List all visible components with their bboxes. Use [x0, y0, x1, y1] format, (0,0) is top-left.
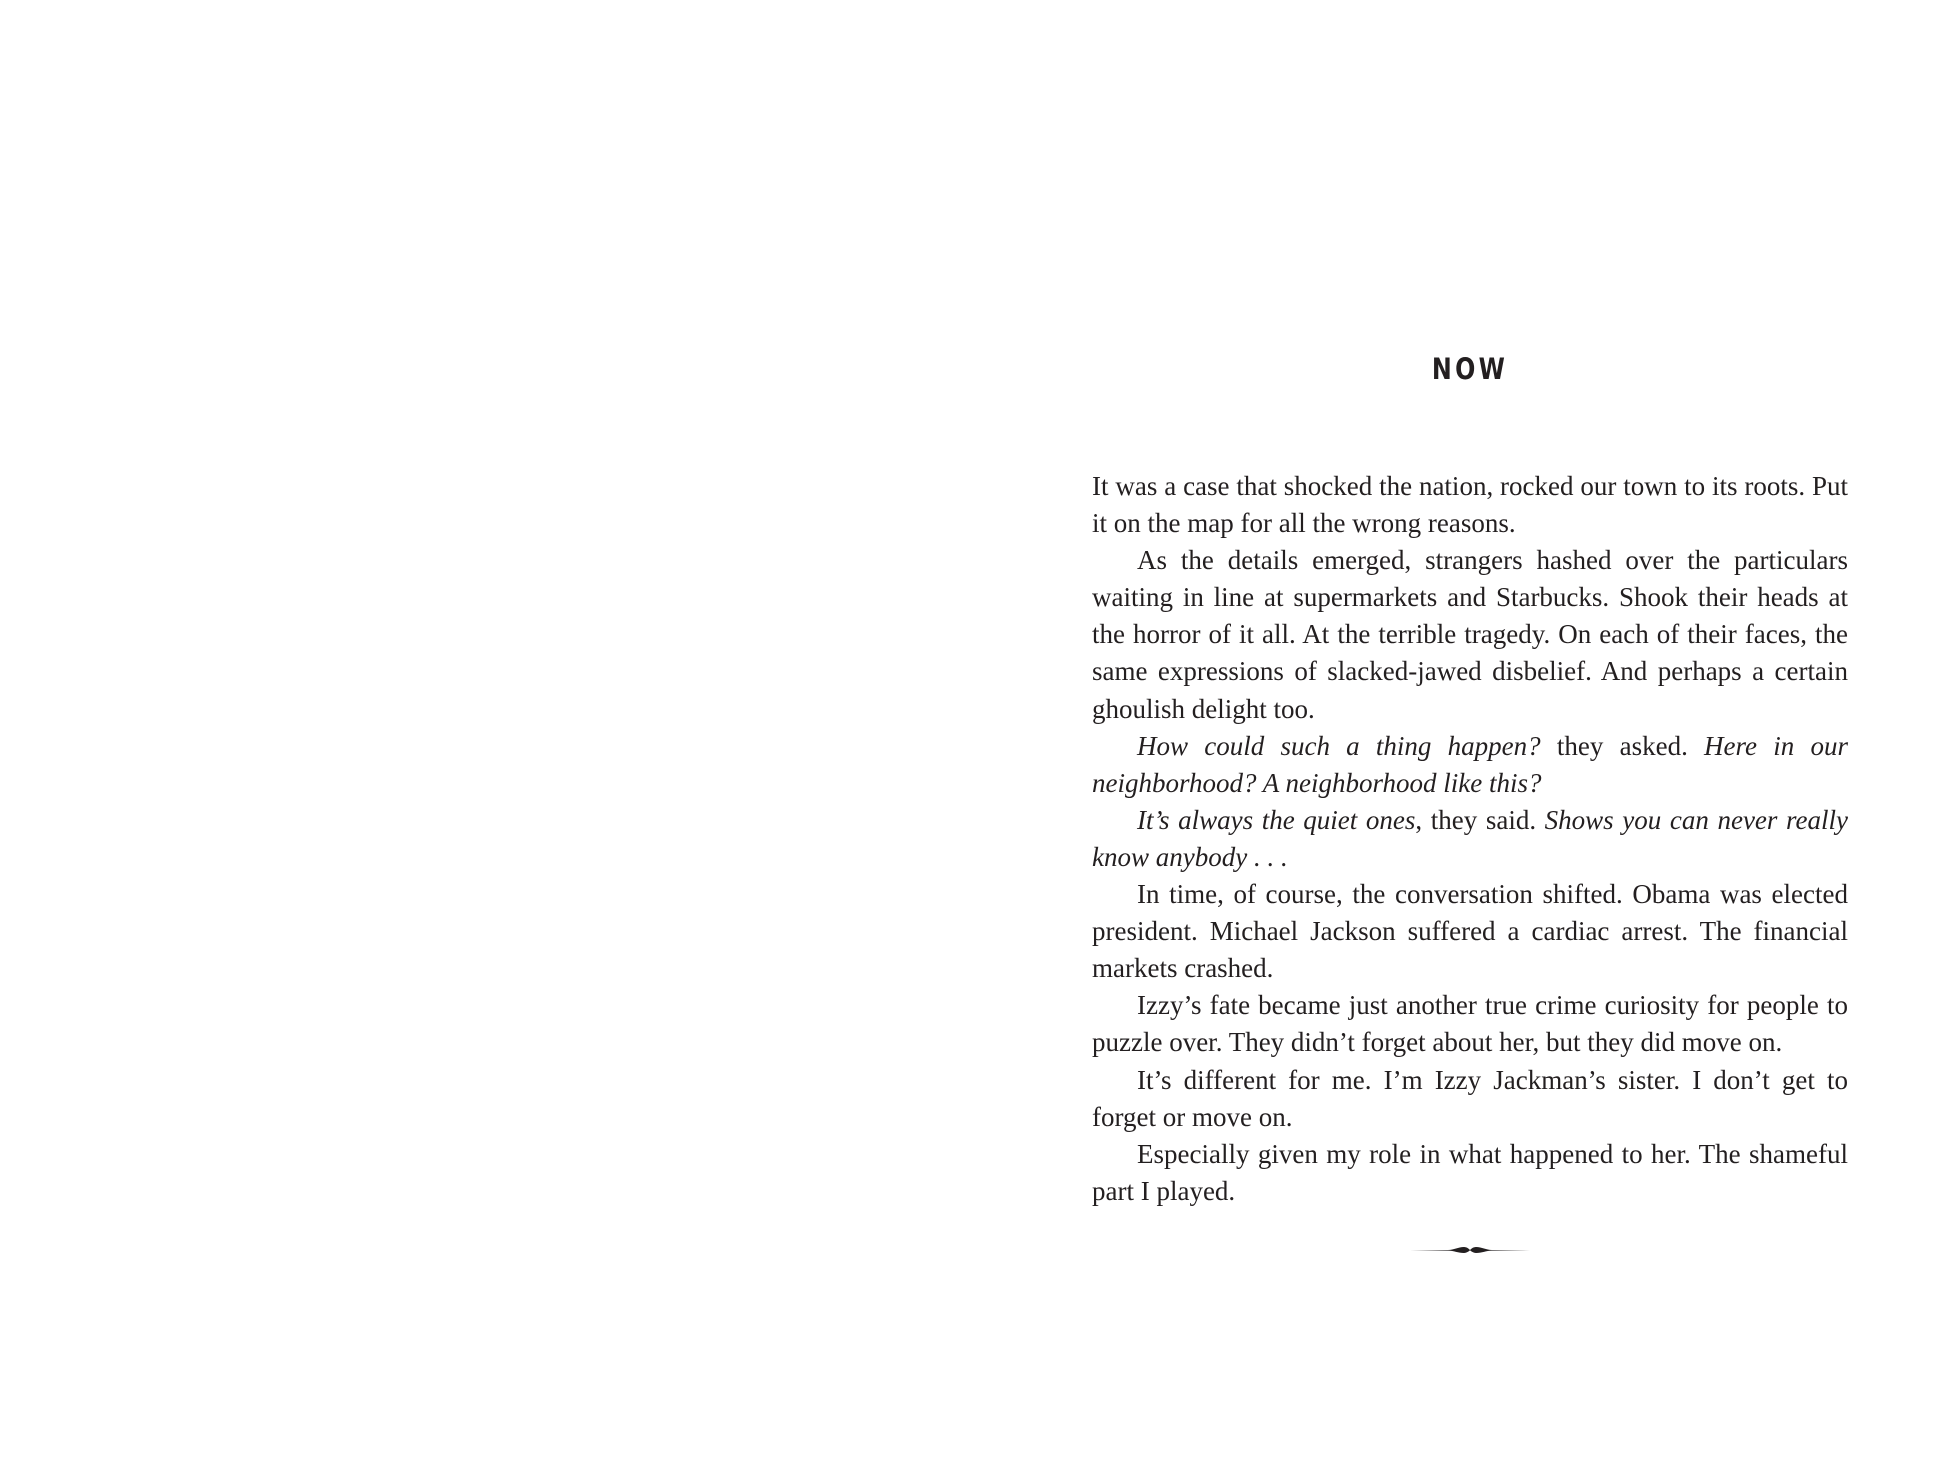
text-run: It was a case that shocked the nation, rocked our town to its roots. Put it on the map for all the wrong reasons.: [1092, 471, 1848, 539]
paragraph: [1092, 1136, 1848, 1210]
paragraph: [1092, 728, 1848, 802]
body-text: [1092, 468, 1848, 1210]
text-run: Especially given my role in what happened to her. The shameful part I played.: [1092, 1138, 1848, 1206]
text-run: In time, of course, the conversation shifted. Obama was elected president. Michael Jackson suffered a cardiac arrest. The financial markets crashed.: [1092, 879, 1848, 984]
paragraph: [1092, 1062, 1848, 1136]
text-run: Izzy’s fate became just another true crime curiosity for people to puzzle over. They didn’t forget about her, but they did move on.: [1092, 990, 1848, 1058]
chapter-heading: NOW: [1431, 352, 1509, 386]
paragraph: [1092, 802, 1848, 876]
italic-text: It’s always the quiet ones: [1137, 804, 1416, 835]
text-run: It’s different for me. I’m Izzy Jackman’s sister. I don’t get to forget or move on.: [1092, 1064, 1848, 1132]
paragraph: [1092, 542, 1848, 727]
section-break-flourish-icon: [1410, 1243, 1530, 1257]
paragraph: [1092, 876, 1848, 987]
text-run: As the details emerged, strangers hashed over the particulars waiting in line at supermarkets and Starbucks. Shook their heads at the horror of it all. At the terrible tragedy. On each of their faces, the same expressions of slacked-jawed disbelief. And perhaps a certain ghoulish delight too.: [1092, 545, 1848, 724]
italic-text: How could such a thing happen?: [1137, 730, 1541, 761]
italic-text: Here in our neighborhood? A neighborhood like this?: [1092, 730, 1848, 798]
paragraph: [1092, 468, 1848, 542]
text-run: , they said.: [1415, 804, 1545, 835]
text-run: they asked.: [1540, 730, 1705, 761]
paragraph: [1092, 987, 1848, 1061]
italic-text: Shows you can never really know anybody . . .: [1092, 804, 1848, 872]
